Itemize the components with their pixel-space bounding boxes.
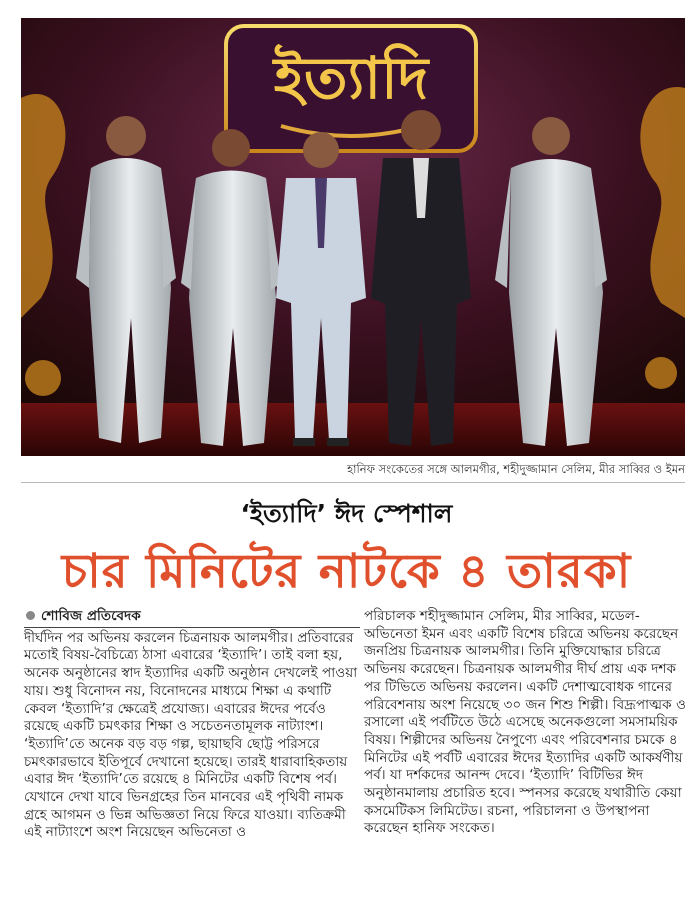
byline-divider — [24, 627, 360, 628]
logo-text: ইত্যাদি — [273, 44, 429, 112]
byline-text: শোবিজ প্রতিবেদক — [41, 608, 141, 624]
bullet-icon — [26, 611, 35, 620]
article-column-2 — [364, 608, 686, 838]
photo-caption: হানিফ সংকেতের সঙ্গে আলমগীর, শহীদুজ্জামান সেলিম, মীর সাব্বির ও ইমন — [347, 462, 685, 476]
article-column-1 — [24, 608, 360, 842]
article-headline: চার মিনিটের নাটকে ৪ তারকা — [61, 544, 632, 599]
caption-divider — [21, 482, 685, 483]
column-2-text: পরিচালক শহীদুজ্জামান সেলিম, মীর সাব্বির, মডেল-অভিনেতা ইমন এবং একটি বিশেষ চরিত্রে অভিনয় করেছেন জনপ্রিয় চিত্রনায়ক আলমগীর। তিনি মুক্তিযোদ্ধার চরিত্রে অভিনয় করেছেন। চিত্রনায়ক আলমগীর দীর্ঘ প্রায় এক দশক পর টিভিতে অভিনয় করলেন। একটি দেশাত্মবোধক গানের পরিবেশনায় অংশ নিয়েছে ৩০ জন শিশু শিল্পী। বিদ্রূপাত্মক ও রসালো এই পর্বটিতে উঠে এসেছে অনেকগুলো সমসাময়িক বিষয়। শিল্পীদের অভিনয় নৈপুণ্যে এবং পরিবেশনার চমকে ৪ মিনিটের এই পর্বটি এবারের ঈদের ইত্যাদির একটি আকর্ষণীয় পর্ব। যা দর্শকদের আনন্দ দেবে। ‘ইত্যাদি’ বিটিভির ঈদ অনুষ্ঠানমালায় প্রচারিত হবে। স্পনসর করেছে যথারীতি কেয়া কসমেটিকস লিমিটেড। রচনা, পরিচালনা ও উপস্থাপনা করেছেন হানিফ সংকেত। — [364, 608, 686, 837]
article-kicker: ‘ইত্যাদি’ ঈদ স্পেশাল — [240, 499, 453, 528]
byline — [24, 608, 360, 626]
article-photo — [21, 18, 685, 456]
column-1-text: দীর্ঘদিন পর অভিনয় করলেন চিত্রনায়ক আলমগীর। প্রতিবারের মতোই বিষয়-বৈচিত্র্যে ঠাসা এবারের ‘ইত্যাদি’। তাই বলা হয়, অনেক অনুষ্ঠানের স্বাদ ইত্যাদির একটি অনুষ্ঠান দেখলেই পাওয়া যায়। শুধু বিনোদন নয়, বিনোদনের মাধ্যমে শিক্ষা এ কথাটি কেবল ‘ইত্যাদি’র ক্ষেত্রেই প্রযোজ্য। এবারের ঈদের পর্বেও রয়েছে একটি চমৎকার শিক্ষা ও সচেতনতামূলক নাট্যাংশ। ‘ইত্যাদি’তে অনেক বড় বড় গল্প, ছায়াছবি ছোট্ট পরিসরে চমৎকারভাবে ইতিপূর্বে দেখানো হয়েছে। তারই ধারাবাহিকতায় এবার ঈদ ‘ইত্যাদি’তে রয়েছে ৪ মিনিটের একটি বিশেষ পর্ব। যেখানে দেখা যাবে ভিনগ্রহের তিন মানবের এই পৃথিবী নামক গ্রহে আগমন ও ভিন্ন অভিজ্ঞতা নিয়ে ফিরে যাওয়া। ব্যতিক্রমী এই নাট্যাংশে অংশ নিয়েছেন অভিনেতা ও — [24, 629, 358, 841]
